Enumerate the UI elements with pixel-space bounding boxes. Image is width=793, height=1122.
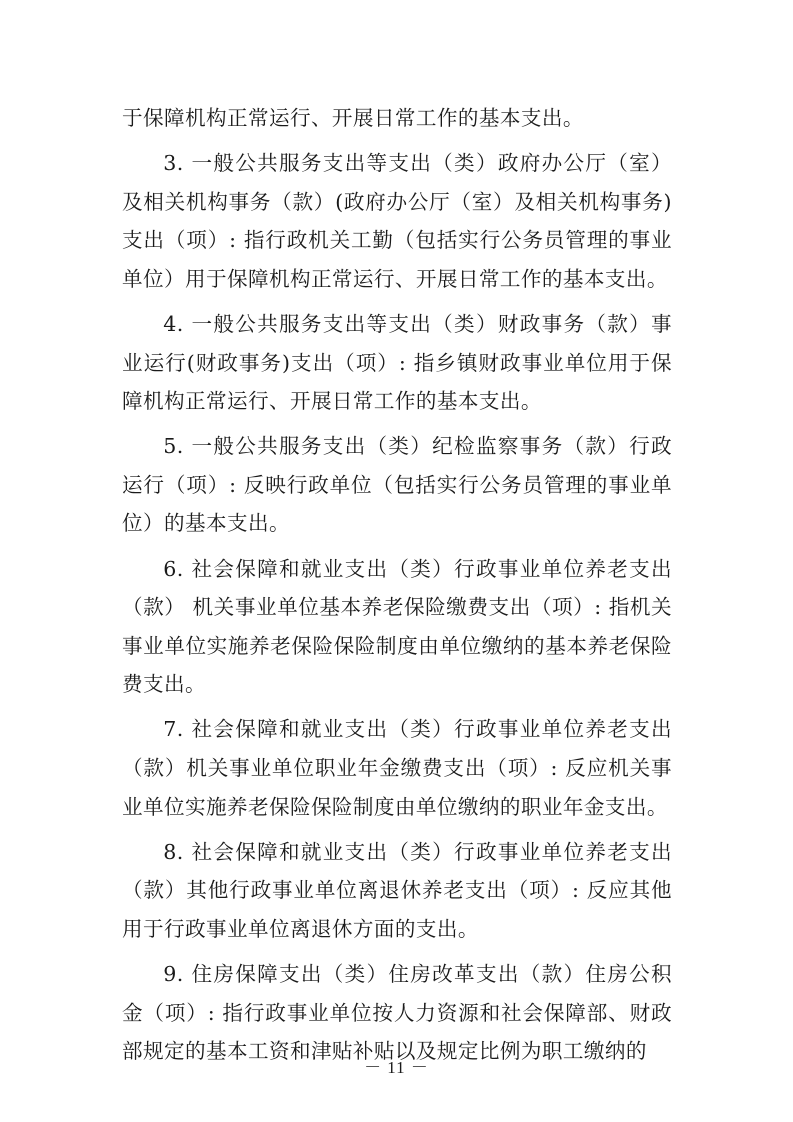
paragraph-item-9: 9. 住房保障支出（类）住房改革支出（款）住房公积金（项）: 指行政事业单位按人力资源和社会保障部、财政部规定的基本工资和津贴补贴以及规定比例为职工缴纳的	[122, 961, 672, 1064]
paragraph-item-8: 8. 社会保障和就业支出（类）行政事业单位养老支出（款）其他行政事业单位离退休养老支出（项）: 反应其他用于行政事业单位离退休方面的支出。	[122, 839, 672, 941]
paragraph-item-5: 5. 一般公共服务支出（类）纪检监察事务（款）行政运行（项）: 反映行政单位（包括实行公务员管理的事业单位）的基本支出。	[122, 434, 672, 536]
page-number: － 11 －	[364, 1058, 429, 1077]
paragraph-item-6: 6. 社会保障和就业支出（类）行政事业单位养老支出（款） 机关事业单位基本养老保险缴费支出（项）: 指机关事业单位实施养老保险保险制度由单位缴纳的基本养老保险费支出。	[122, 556, 672, 697]
paragraph-item-7: 7. 社会保障和就业支出（类）行政事业单位养老支出（款）机关事业单位职业年金缴费支出（项）: 反应机关事业单位实施养老保险保险制度由单位缴纳的职业年金支出。	[122, 717, 672, 819]
paragraph-continuation: 于保障机构正常运行、开展日常工作的基本支出。	[122, 106, 584, 130]
paragraph-item-3: 3. 一般公共服务支出等支出（类）政府办公厅（室）及相关机构事务（款）(政府办公厅（室）及相关机构事务)支出（项）: 指行政机关工勤（包括实行公务员管理的事业单位）用于保障机构正常运行、开展日常工作的基本支出。	[122, 151, 672, 291]
paragraph-item-4: 4. 一般公共服务支出等支出（类）财政事务（款）事业运行(财政事务)支出（项）: 指乡镇财政事业单位用于保障机构正常运行、开展日常工作的基本支出。	[122, 311, 672, 414]
document-body	[122, 99, 672, 1077]
